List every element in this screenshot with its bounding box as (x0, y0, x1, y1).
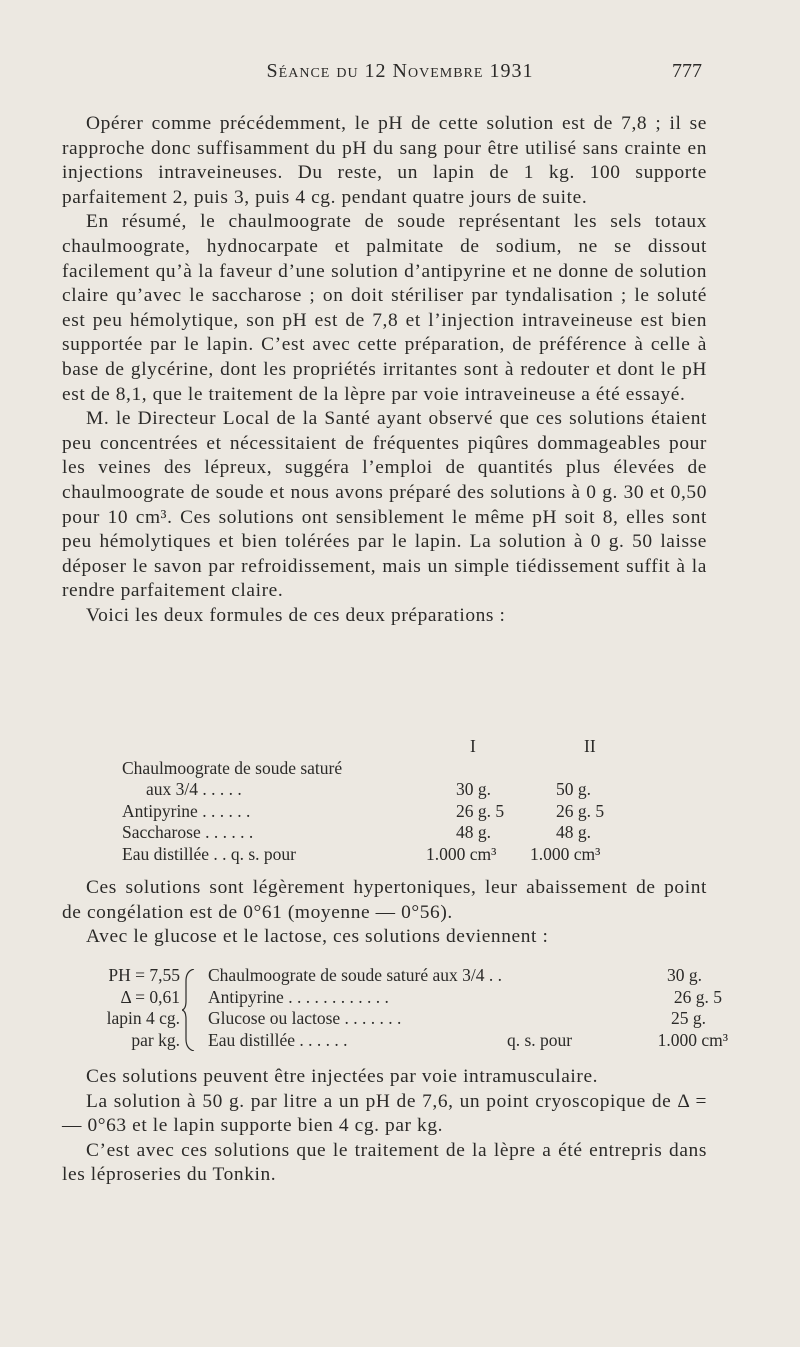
cell-i: 48 g. (456, 822, 491, 842)
col-header-ii: II (584, 736, 596, 756)
dose-value: lapin 4 cg. (106, 1008, 180, 1028)
running-title: Séance du 12 Novembre 1931 (266, 60, 534, 82)
ingredient-label: Glucose ou lactose . . . . . . . (208, 1008, 402, 1028)
qs-note: q. s. pour (507, 1029, 573, 1050)
page-number: 777 (672, 60, 702, 82)
ingredient-amount: 25 g. (671, 1008, 706, 1028)
paragraph: Ces solutions sont légèrement hypertoniques, leur abaissement de point de congélation est de 0°61 (moyenne — 0°56). (62, 877, 707, 923)
row-label: aux 3/4 . . . . . (146, 779, 242, 799)
row-label: Antipyrine . . . . . . (122, 800, 251, 821)
after-table-text (62, 876, 707, 950)
formula-row (62, 965, 722, 987)
paragraph: Avec le glucose et le lactose, ces solutions deviennent : (86, 926, 549, 948)
cell-i: 1.000 cm³ (426, 843, 497, 864)
cell-ii: 26 g. 5 (556, 800, 605, 821)
glucose-formula (62, 965, 728, 1051)
cell-ii: 1.000 cm³ (530, 843, 601, 864)
paragraph: En résumé, le chaulmoograte de soude représentant les sels totaux chaulmoograte, hydnocarpate et palmitate de sodium, ne se dissout facilement qu’à la faveur d’une solution d’antipyrine et ne donne de solution claire qu’avec le saccharose ; on doit stériliser par tyndalisation ; le soluté est peu hémolytique, son pH est de 7,8 et l’injection intraveineuse est bien supportée par le lapin. C’est avec cette préparation, de préférence à celle à base de glycérine, dont les propriétés irritantes sont à redouter et dont le pH est de 8,1, que le traitement de la lèpre par voie intraveineuse a été essayé. (62, 211, 707, 405)
ingredient-label: Chaulmoograte de soude saturé aux 3/4 . . (208, 965, 503, 985)
formula-row (62, 1029, 728, 1052)
row-label: Eau distillée . . q. s. pour (122, 843, 297, 864)
formula-row (62, 987, 722, 1009)
ingredient-label: Eau distillée . . . . . . (208, 1029, 348, 1050)
row-label: Chaulmoograte de soude saturé (122, 757, 343, 778)
dose-unit: par kg. (131, 1029, 180, 1050)
ph-value: PH = 7,55 (108, 965, 180, 985)
cell-ii: 48 g. (556, 822, 591, 842)
final-text (62, 1065, 707, 1188)
ingredient-amount: 1.000 cm³ (657, 1029, 728, 1050)
ingredient-amount: 30 g. (667, 965, 702, 985)
col-header-i: I (470, 736, 476, 756)
table-header-row (122, 736, 642, 758)
paragraph: Voici les deux formules de ces deux préparations : (86, 604, 506, 626)
cell-ii: 50 g. (556, 779, 591, 799)
table-row (122, 779, 642, 801)
paragraph: La solution à 50 g. par litre a un pH de 7,6, un point cryoscopique de Δ = — 0°63 et le lapin supporte bien 4 cg. par kg. (62, 1090, 707, 1137)
row-label: Saccharose . . . . . . (122, 822, 254, 842)
paragraph: Ces solutions peuvent être injectées par voie intramusculaire. (86, 1066, 599, 1087)
table-row (122, 758, 642, 780)
page-header (0, 60, 800, 90)
table-row (122, 822, 642, 844)
paragraph: M. le Directeur Local de la Santé ayant observé que ces solutions étaient peu concentrées et nécessitaient de fréquentes piqûres dommageables pour les veines des lépreux, suggéra l’emploi de quantités plus élevées de chaulmoograte de soude et nous avons préparé des solutions à 0 g. 30 et 0,50 pour 10 cm³. Ces solutions ont sensiblement le même pH soit 8, elles sont peu hémolytiques et bien tolérées par le lapin. La solution à 0 g. 50 laisse déposer le savon par refroidissement, mais un simple tiédissement suffit à la rendre parfaitement claire. (62, 408, 707, 602)
formula-row (62, 1008, 722, 1030)
cell-i: 30 g. (456, 779, 491, 799)
main-text (62, 112, 707, 628)
cell-i: 26 g. 5 (456, 800, 505, 821)
paragraph: C’est avec ces solutions que le traitement de la lèpre a été entrepris dans les léproseries du Tonkin. (62, 1139, 707, 1186)
table-row (122, 801, 642, 823)
delta-value: Δ = 0,61 (120, 986, 180, 1007)
paragraph: Opérer comme précédemment, le pH de cette solution est de 7,8 ; il se rapproche donc suffisamment du pH du sang pour être utilisé sans crainte en injections intraveineuses. Du reste, un lapin de 1 kg. 100 supporte parfaitement 2, puis 3, puis 4 cg. pendant quatre jours de suite. (62, 113, 707, 208)
formula-table (122, 736, 642, 865)
ingredient-amount: 26 g. 5 (673, 986, 722, 1007)
table-row (122, 844, 642, 866)
ingredient-label: Antipyrine . . . . . . . . . . . . (208, 986, 389, 1007)
